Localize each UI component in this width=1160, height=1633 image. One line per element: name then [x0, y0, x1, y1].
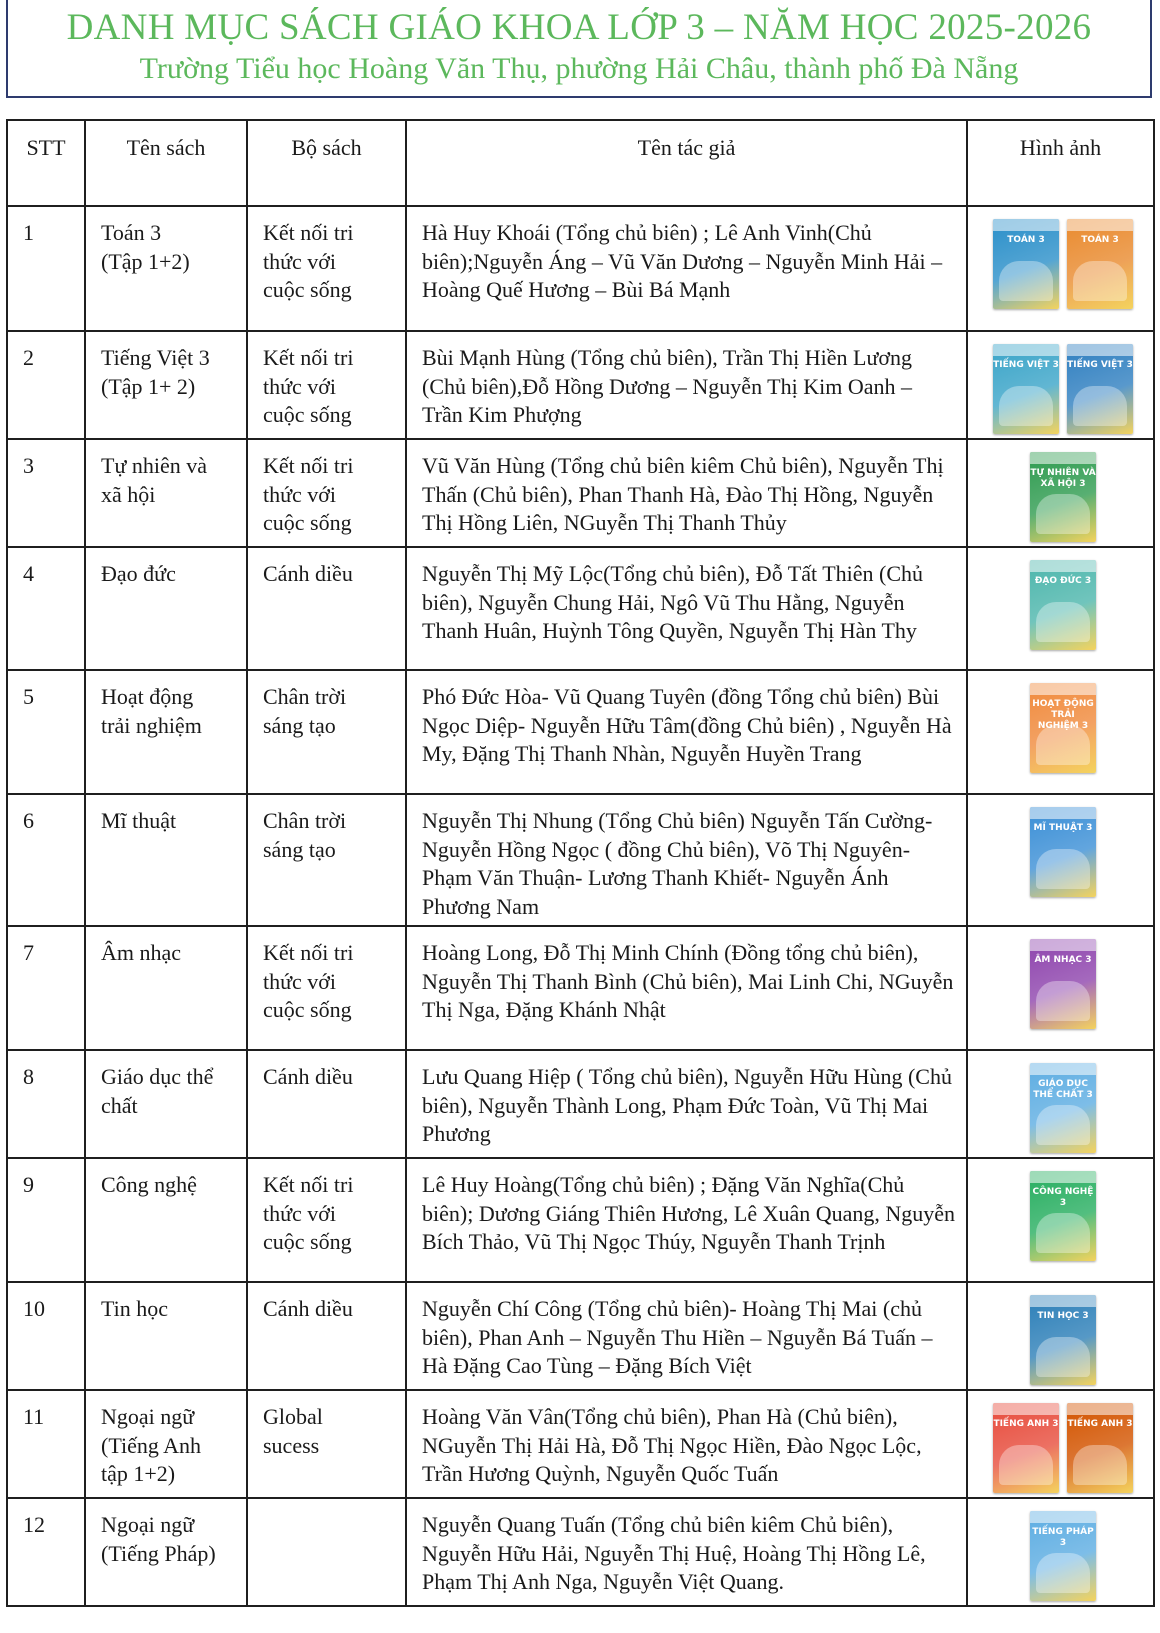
book-name: Tiếng Việt 3 (Tập 1+ 2) [85, 331, 247, 439]
book-cover-image [1030, 1295, 1096, 1385]
cover-illustration [1036, 1337, 1090, 1377]
book-name: Toán 3 (Tập 1+2) [85, 206, 247, 331]
document-header [6, 0, 1152, 98]
cover-publisher-band [993, 1403, 1059, 1415]
cover-title: TIẾNG ANH 3 [993, 1419, 1059, 1429]
book-series: Cánh diều [247, 1050, 406, 1158]
cover-illustration [999, 386, 1053, 426]
row-number: 6 [7, 794, 85, 926]
book-authors: Lưu Quang Hiệp ( Tổng chủ biên), Nguyễn Hữu Hùng (Chủ biên), Nguyễn Thành Long, Phạm Đức Toàn, Vũ Thị Mai Phương [406, 1050, 967, 1158]
book-cover-image [993, 219, 1059, 309]
column-header-book-name: Tên sách [85, 120, 247, 206]
book-series: Kết nối tri thức với cuộc sống [247, 331, 406, 439]
book-series: Chân trời sáng tạo [247, 794, 406, 926]
book-series: Kết nối tri thức với cuộc sống [247, 206, 406, 331]
cover-illustration [999, 1445, 1053, 1485]
book-cover-images [967, 1050, 1154, 1158]
book-authors: Nguyễn Thị Mỹ Lộc(Tổng chủ biên), Đỗ Tất Thiên (Chủ biên), Nguyễn Chung Hải, Ngô Vũ Thu Hằng, Nguyễn Thanh Huân, Huỳnh Tông Quyền, Nguyễn Thị Hàn Thy [406, 547, 967, 670]
book-cover-image [1030, 1511, 1096, 1601]
cover-publisher-band [993, 219, 1059, 231]
cover-illustration [1036, 1213, 1090, 1253]
book-name: Ngoại ngữ (Tiếng Pháp) [85, 1498, 247, 1606]
book-series: Kết nối tri thức với cuộc sống [247, 439, 406, 547]
table-row [7, 547, 1154, 670]
cover-publisher-band [1030, 1511, 1096, 1523]
table-row [7, 1390, 1154, 1498]
book-cover-image [1030, 560, 1096, 650]
table-row [7, 1050, 1154, 1158]
book-cover-image [993, 1403, 1059, 1493]
cover-illustration [1036, 849, 1090, 889]
row-number: 12 [7, 1498, 85, 1606]
book-name: Hoạt động trải nghiệm [85, 670, 247, 794]
cover-illustration [1036, 602, 1090, 642]
cover-publisher-band [1067, 344, 1133, 356]
cover-publisher-band [993, 344, 1059, 356]
row-number: 8 [7, 1050, 85, 1158]
book-name: Tự nhiên và xã hội [85, 439, 247, 547]
book-cover-images [967, 1498, 1154, 1606]
book-cover-image [1030, 1171, 1096, 1261]
page-subtitle: Trường Tiểu học Hoàng Văn Thụ, phường Hải Châu, thành phố Đà Nẵng [139, 52, 1019, 85]
cover-title: TIẾNG VIỆT 3 [1067, 360, 1133, 370]
table-row [7, 1282, 1154, 1390]
book-cover-image [1030, 939, 1096, 1029]
table-row [7, 331, 1154, 439]
book-series: Global sucess [247, 1390, 406, 1498]
column-header-series: Bộ sách [247, 120, 406, 206]
cover-publisher-band [1030, 560, 1096, 572]
cover-title: TIẾNG VIỆT 3 [993, 360, 1059, 370]
row-number: 7 [7, 926, 85, 1050]
cover-publisher-band [1030, 452, 1096, 464]
book-series [247, 1498, 406, 1606]
book-authors: Bùi Mạnh Hùng (Tổng chủ biên), Trần Thị Hiền Lương (Chủ biên),Đỗ Hồng Dương – Nguyễn Thị Kim Oanh – Trần Kim Phượng [406, 331, 967, 439]
book-cover-image [1030, 452, 1096, 542]
book-series: Kết nối tri thức với cuộc sống [247, 1158, 406, 1282]
book-name: Ngoại ngữ (Tiếng Anh tập 1+2) [85, 1390, 247, 1498]
table-row [7, 439, 1154, 547]
row-number: 3 [7, 439, 85, 547]
book-cover-image [1067, 219, 1133, 309]
table-row [7, 794, 1154, 926]
cover-publisher-band [1030, 1171, 1096, 1183]
book-cover-image [993, 344, 1059, 434]
cover-illustration [1073, 386, 1127, 426]
row-number: 10 [7, 1282, 85, 1390]
page-title: DANH MỤC SÁCH GIÁO KHOA LỚP 3 – NĂM HỌC 2025-2026 [66, 7, 1092, 48]
cover-illustration [1036, 494, 1090, 534]
table-header-row [7, 120, 1154, 206]
book-authors: Nguyễn Quang Tuấn (Tổng chủ biên kiêm Chủ biên), Nguyễn Hữu Hải, Nguyễn Thị Huệ, Hoàng Thị Hồng Lê, Phạm Thị Anh Nga, Nguyễn Việt Quang. [406, 1498, 967, 1606]
cover-publisher-band [1030, 939, 1096, 951]
cover-illustration [1073, 1445, 1127, 1485]
book-cover-images [967, 926, 1154, 1050]
cover-illustration [1036, 1105, 1090, 1145]
textbook-table [6, 119, 1155, 1607]
book-name: Công nghệ [85, 1158, 247, 1282]
row-number: 2 [7, 331, 85, 439]
cover-publisher-band [1030, 683, 1096, 695]
cover-title: TIN HỌC 3 [1037, 1311, 1089, 1321]
row-number: 1 [7, 206, 85, 331]
table-body [7, 206, 1154, 1606]
book-cover-images [967, 547, 1154, 670]
column-header-image: Hình ảnh [967, 120, 1154, 206]
book-authors: Lê Huy Hoàng(Tổng chủ biên) ; Đặng Văn Nghĩa(Chủ biên); Dương Giáng Thiên Hương, Lê Xuân Quang, Nguyễn Bích Thảo, Vũ Thị Ngọc Thúy, Nguyễn Thanh Trịnh [406, 1158, 967, 1282]
book-authors: Vũ Văn Hùng (Tổng chủ biên kiêm Chủ biên), Nguyễn Thị Thấn (Chủ biên), Phan Thanh Hà, Đào Thị Hồng, Nguyễn Thị Hồng Liên, NGuyễn Thị Thanh Thủy [406, 439, 967, 547]
column-header-stt: STT [7, 120, 85, 206]
cover-illustration [999, 261, 1053, 301]
row-number: 9 [7, 1158, 85, 1282]
book-name: Mĩ thuật [85, 794, 247, 926]
cover-publisher-band [1067, 1403, 1133, 1415]
book-authors: Nguyễn Chí Công (Tổng chủ biên)- Hoàng Thị Mai (chủ biên), Phan Anh – Nguyễn Thu Hiền – Nguyễn Bá Tuấn – Hà Đặng Cao Tùng – Đặng Bích Việt [406, 1282, 967, 1390]
row-number: 11 [7, 1390, 85, 1498]
row-number: 4 [7, 547, 85, 670]
table-row [7, 670, 1154, 794]
book-authors: Hà Huy Khoái (Tổng chủ biên) ; Lê Anh Vinh(Chủ biên);Nguyễn Áng – Vũ Văn Dương – Nguyễn Minh Hải –Hoàng Quế Hương – Bùi Bá Mạnh [406, 206, 967, 331]
book-cover-images [967, 439, 1154, 547]
book-cover-image [1030, 807, 1096, 897]
cover-title: HOẠT ĐỘNG TRẢI NGHIỆM 3 [1032, 699, 1094, 731]
book-cover-images [967, 206, 1154, 331]
cover-title: TOÁN 3 [1007, 235, 1045, 245]
table-row [7, 1158, 1154, 1282]
cover-publisher-band [1030, 807, 1096, 819]
cover-title: TIẾNG PHÁP 3 [1032, 1527, 1094, 1548]
book-authors: Hoàng Văn Vân(Tổng chủ biên), Phan Hà (Chủ biên), NGuyễn Thị Hải Hà, Đỗ Thị Ngọc Hiền, Đào Ngọc Lộc, Trần Hương Quỳnh, Nguyễn Quốc Tuấn [406, 1390, 967, 1498]
table-row [7, 926, 1154, 1050]
cover-illustration [1036, 725, 1090, 765]
cover-illustration [1073, 261, 1127, 301]
book-name: Giáo dục thể chất [85, 1050, 247, 1158]
table-row [7, 1498, 1154, 1606]
cover-title: ÂM NHẠC 3 [1034, 955, 1092, 965]
cover-publisher-band [1067, 219, 1133, 231]
book-cover-images [967, 1390, 1154, 1498]
cover-title: ĐẠO ĐỨC 3 [1034, 576, 1092, 586]
book-name: Đạo đức [85, 547, 247, 670]
table-row [7, 206, 1154, 331]
row-number: 5 [7, 670, 85, 794]
book-cover-images [967, 1158, 1154, 1282]
cover-title: CÔNG NGHỆ 3 [1032, 1187, 1094, 1208]
book-cover-image [1030, 1063, 1096, 1153]
book-cover-image [1030, 683, 1096, 773]
book-authors: Hoàng Long, Đỗ Thị Minh Chính (Đồng tổng chủ biên), Nguyễn Thị Thanh Bình (Chủ biên), Mai Linh Chi, NGuyễn Thị Nga, Đặng Khánh Nhật [406, 926, 967, 1050]
book-series: Chân trời sáng tạo [247, 670, 406, 794]
cover-title: GIÁO DỤC THỂ CHẤT 3 [1033, 1079, 1093, 1100]
book-series: Cánh diều [247, 1282, 406, 1390]
cover-title: TỰ NHIÊN VÀ XÃ HỘI 3 [1030, 468, 1096, 489]
book-cover-image [1067, 1403, 1133, 1493]
book-name: Tin học [85, 1282, 247, 1390]
book-authors: Nguyễn Thị Nhung (Tổng Chủ biên) Nguyễn Tấn Cường- Nguyễn Hồng Ngọc ( đồng Chủ biên), Võ Thị Nguyên- Phạm Văn Thuận- Lương Thanh Khiết- Nguyễn Ánh Phương Nam [406, 794, 967, 926]
book-cover-images [967, 670, 1154, 794]
cover-title: TIẾNG ANH 3 [1067, 1419, 1133, 1429]
book-series: Cánh diều [247, 547, 406, 670]
cover-title: MĨ THUẬT 3 [1033, 823, 1093, 833]
book-cover-image [1067, 344, 1133, 434]
cover-title: TOÁN 3 [1081, 235, 1119, 245]
cover-publisher-band [1030, 1063, 1096, 1075]
book-cover-images [967, 1282, 1154, 1390]
book-name: Âm nhạc [85, 926, 247, 1050]
column-header-authors: Tên tác giả [406, 120, 967, 206]
cover-publisher-band [1030, 1295, 1096, 1307]
cover-illustration [1036, 1553, 1090, 1593]
book-cover-images [967, 794, 1154, 926]
book-authors: Phó Đức Hòa- Vũ Quang Tuyên (đồng Tổng chủ biên) Bùi Ngọc Diệp- Nguyễn Hữu Tâm(đồng Chủ biên) , Nguyễn Hà My, Đặng Thị Thanh Nhàn, Nguyễn Huyền Trang [406, 670, 967, 794]
book-series: Kết nối tri thức với cuộc sống [247, 926, 406, 1050]
book-cover-images [967, 331, 1154, 439]
cover-illustration [1036, 981, 1090, 1021]
